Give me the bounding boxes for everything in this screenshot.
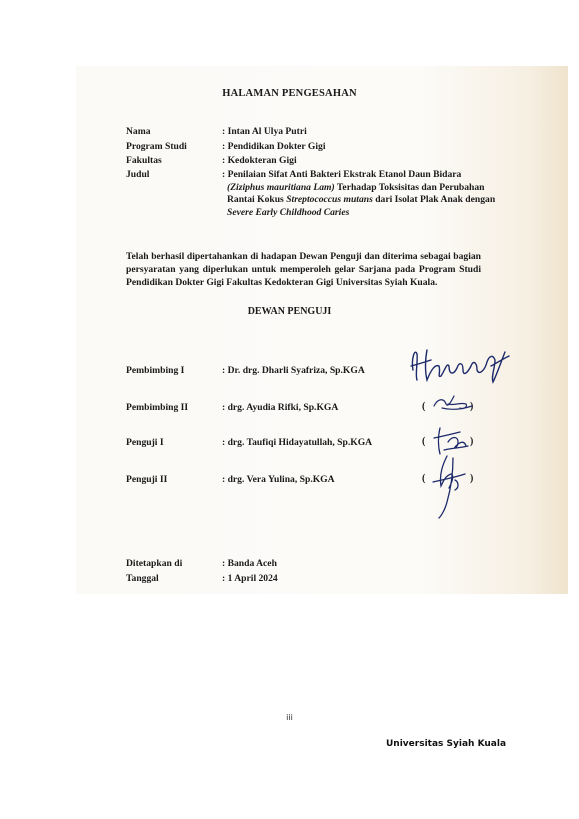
judul-line-2 bbox=[222, 182, 522, 195]
signature-pembimbing-1 bbox=[405, 340, 515, 395]
university-name: Universitas Syiah Kuala bbox=[386, 739, 507, 749]
board-name-1: : Dr. drg. Dharli Syafriza, Sp.KGA bbox=[222, 365, 365, 376]
board-name-2: : drg. Ayudia Rifki, Sp.KGA bbox=[222, 402, 339, 413]
judul-line-2-rest: Terhadap Toksisitas dan Perubahan bbox=[334, 181, 485, 193]
board-role-2: Pembimbing II bbox=[126, 402, 189, 413]
paren-open-3: ( bbox=[422, 436, 426, 447]
judul-condition: Severe Early Childhood Caries bbox=[227, 206, 350, 218]
judul-line-3-b: dari Isolat Plak Anak dengan bbox=[372, 194, 496, 205]
signature-penguji-2 bbox=[425, 452, 475, 522]
board-name-4: : drg. Vera Yulina, Sp.KGA bbox=[222, 474, 335, 485]
paren-close-3: ) bbox=[470, 436, 474, 447]
board-name-3: : drg. Taufiqi Hidayatullah, Sp.KGA bbox=[222, 437, 373, 448]
judul-label: Judul bbox=[126, 169, 150, 180]
paren-open-4: ( bbox=[422, 473, 426, 484]
nama-label: Nama bbox=[126, 126, 151, 137]
nama-value: : Intan Al Ulya Putri bbox=[222, 126, 307, 137]
page-number: iii bbox=[286, 713, 293, 722]
board-role-1: Pembimbing I bbox=[126, 365, 185, 376]
tanggal-value: : 1 April 2024 bbox=[222, 573, 278, 584]
judul-value bbox=[222, 169, 522, 219]
judul-line-3 bbox=[222, 194, 522, 207]
paren-close-2: ) bbox=[470, 401, 474, 412]
judul-species-2: Streptococcus mutans bbox=[286, 194, 373, 205]
paren-open-2: ( bbox=[422, 401, 426, 412]
judul-line-1: : Penilaian Sifat Anti Bakteri Ekstrak Etanol Daun Bidara bbox=[222, 169, 462, 180]
statement-paragraph: Telah berhasil dipertahankan di hadapan Dewan Penguji dan diterima sebagai bagian persyaratan yang diperlukan untuk memperoleh gelar Sarjana pada Program Studi Pendidikan Dokter Gigi Fakultas Kedokteran Gigi Universitas Syiah Kuala. bbox=[126, 251, 481, 288]
judul-line-3-a: Rantai Kokus bbox=[227, 194, 287, 205]
fakultas-label: Fakultas bbox=[126, 155, 162, 166]
fakultas-value: : Kedokteran Gigi bbox=[222, 155, 297, 166]
ditetapkan-value: : Banda Aceh bbox=[222, 558, 277, 569]
paren-close-4: ) bbox=[470, 473, 474, 484]
judul-line-4 bbox=[222, 207, 522, 220]
board-role-3: Penguji I bbox=[126, 437, 164, 448]
signature-pembimbing-2 bbox=[428, 392, 478, 414]
board-title: DEWAN PENGUJI bbox=[247, 306, 332, 317]
tanggal-label: Tanggal bbox=[126, 573, 159, 584]
prodi-value: : Pendidikan Dokter Gigi bbox=[222, 141, 326, 152]
ditetapkan-label: Ditetapkan di bbox=[126, 558, 183, 569]
page-title: HALAMAN PENGESAHAN bbox=[222, 88, 357, 99]
judul-species-1: (Ziziphus mauritiana Lam) bbox=[227, 181, 335, 193]
prodi-label: Program Studi bbox=[126, 141, 187, 152]
board-role-4: Penguji II bbox=[126, 474, 168, 485]
